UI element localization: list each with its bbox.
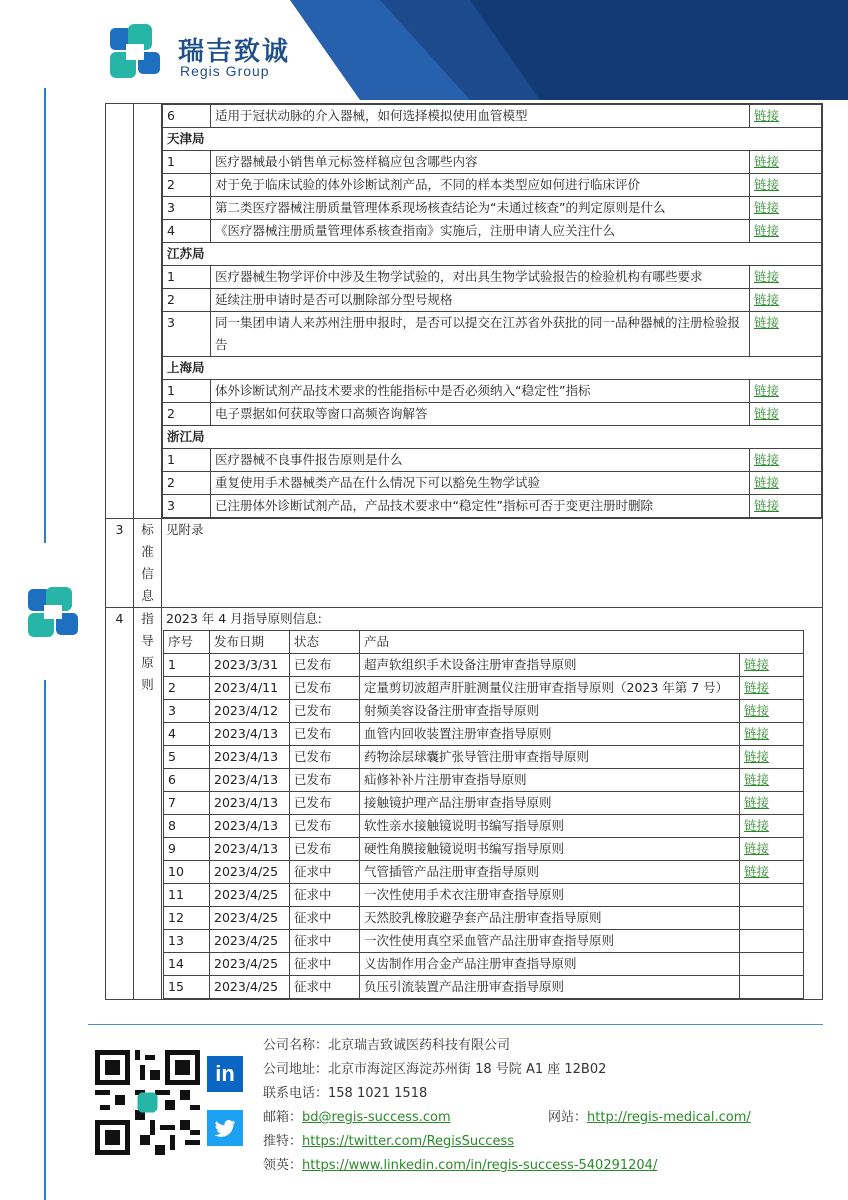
left-rule-bottom	[44, 680, 46, 1200]
qa-number: 3	[163, 312, 211, 357]
detail-link[interactable]: 链接	[754, 154, 780, 169]
guideline-date: 2023/4/13	[210, 815, 290, 838]
guideline-row	[164, 792, 804, 815]
label-char: 则	[141, 677, 154, 692]
row-4	[106, 608, 823, 1000]
guideline-link-cell	[740, 792, 804, 815]
qa-row	[163, 495, 822, 518]
qa-number: 3	[163, 197, 211, 220]
qa-table	[162, 104, 822, 518]
guideline-status: 征求中	[290, 861, 360, 884]
qa-link-cell	[750, 449, 822, 472]
bureau-heading-row	[163, 426, 822, 449]
footer-address: 公司地址：北京市海淀区海淀苏州街 18 号院 A1 座 12B02	[263, 1062, 607, 1077]
guideline-row	[164, 930, 804, 953]
side-logo-icon	[26, 585, 82, 641]
guideline-date: 2023/4/25	[210, 884, 290, 907]
qa-number: 3	[163, 495, 211, 518]
detail-link[interactable]: 链接	[754, 269, 780, 284]
guideline-product: 血管内回收装置注册审查指导原则	[360, 723, 740, 746]
guideline-link-cell	[740, 677, 804, 700]
qa-question: 对于免于临床试验的体外诊断试剂产品，不同的样本类型应如何进行临床评价	[211, 174, 750, 197]
guideline-date: 2023/4/25	[210, 953, 290, 976]
qa-question: 医疗器械最小销售单元标签样稿应包含哪些内容	[211, 151, 750, 174]
guideline-status: 征求中	[290, 907, 360, 930]
guideline-product: 药物涂层球囊扩张导管注册审查指导原则	[360, 746, 740, 769]
guideline-date: 2023/4/13	[210, 769, 290, 792]
detail-link[interactable]: 链接	[744, 818, 770, 833]
qa-row	[163, 312, 822, 357]
qa-question: 延续注册申请时是否可以删除部分型号规格	[211, 289, 750, 312]
detail-link[interactable]: 链接	[754, 292, 780, 307]
bureau-heading: 上海局	[163, 357, 822, 380]
guideline-status: 已发布	[290, 838, 360, 861]
detail-link[interactable]: 链接	[754, 498, 780, 513]
guideline-row	[164, 976, 804, 999]
guideline-product: 疝修补补片注册审查指导原则	[360, 769, 740, 792]
guideline-product: 软性亲水接触镜说明书编写指导原则	[360, 815, 740, 838]
guideline-product: 负压引流装置产品注册审查指导原则	[360, 976, 740, 999]
header-cell: 状态	[290, 631, 360, 654]
company-name-cn: 瑞吉致诚	[178, 37, 291, 67]
detail-link[interactable]: 链接	[744, 841, 770, 856]
detail-link[interactable]: 链接	[744, 864, 770, 879]
guideline-status: 征求中	[290, 976, 360, 999]
guideline-status: 已发布	[290, 723, 360, 746]
guideline-number: 12	[164, 907, 210, 930]
guideline-status: 已发布	[290, 746, 360, 769]
qa-row	[163, 380, 822, 403]
detail-link[interactable]: 链接	[744, 657, 770, 672]
bureau-heading: 天津局	[163, 128, 822, 151]
detail-link[interactable]: 链接	[754, 200, 780, 215]
qa-number: 2	[163, 403, 211, 426]
email-label: 邮箱：	[263, 1110, 303, 1125]
guideline-link-cell	[740, 953, 804, 976]
footer-email-row	[263, 1106, 451, 1125]
qa-row	[163, 151, 822, 174]
detail-link[interactable]: 链接	[754, 315, 780, 330]
qa-number: 1	[163, 449, 211, 472]
guideline-number: 9	[164, 838, 210, 861]
guideline-date: 2023/4/13	[210, 838, 290, 861]
guideline-row	[164, 838, 804, 861]
guideline-intro: 2023 年 4 月指导原则信息:	[166, 611, 322, 626]
guideline-link-cell	[740, 930, 804, 953]
qa-row	[163, 197, 822, 220]
guideline-number: 13	[164, 930, 210, 953]
guideline-number: 3	[164, 700, 210, 723]
qa-row	[163, 174, 822, 197]
guideline-number: 2	[164, 677, 210, 700]
label-char: 信	[141, 566, 154, 581]
guideline-row	[164, 723, 804, 746]
guideline-date: 2023/3/31	[210, 654, 290, 677]
guideline-status: 已发布	[290, 700, 360, 723]
guideline-row	[164, 654, 804, 677]
bureau-heading: 江苏局	[163, 243, 822, 266]
guideline-number: 5	[164, 746, 210, 769]
qa-link-cell	[750, 174, 822, 197]
label-char: 准	[141, 544, 154, 559]
guideline-status: 征求中	[290, 953, 360, 976]
guideline-link-cell	[740, 976, 804, 999]
standards-info: 见附录	[162, 519, 823, 608]
guideline-product: 硬性角膜接触镜说明书编写指导原则	[360, 838, 740, 861]
guideline-status: 已发布	[290, 792, 360, 815]
row-number: 4	[106, 608, 134, 1000]
qa-number: 1	[163, 151, 211, 174]
guideline-date: 2023/4/13	[210, 723, 290, 746]
email-link[interactable]: bd@regis-success.com	[302, 1110, 451, 1125]
guideline-product: 超声软组织手术设备注册审查指导原则	[360, 654, 740, 677]
guideline-number: 11	[164, 884, 210, 907]
footer-twitter-row	[263, 1130, 514, 1149]
qa-row	[163, 105, 822, 128]
guideline-link-cell	[740, 654, 804, 677]
guideline-number: 10	[164, 861, 210, 884]
qa-link-cell	[750, 197, 822, 220]
qa-link-cell	[750, 266, 822, 289]
qa-number: 4	[163, 220, 211, 243]
guideline-product: 气管插管产品注册审查指导原则	[360, 861, 740, 884]
web-link[interactable]: http://regis-medical.com/	[587, 1110, 751, 1125]
guideline-link-cell	[740, 815, 804, 838]
qa-question: 同一集团申请人来苏州注册申报时，是否可以提交在江苏省外获批的同一品种器械的注册检验报告	[211, 312, 750, 357]
guideline-status: 已发布	[290, 677, 360, 700]
guideline-row	[164, 746, 804, 769]
detail-link[interactable]: 链接	[754, 108, 780, 123]
guideline-row	[164, 907, 804, 930]
label-char: 息	[141, 588, 154, 603]
bureau-heading-row	[163, 128, 822, 151]
guideline-status: 已发布	[290, 654, 360, 677]
qa-number: 2	[163, 289, 211, 312]
qa-link-cell	[750, 495, 822, 518]
row-number: 3	[106, 519, 134, 608]
guideline-row	[164, 815, 804, 838]
label-char: 原	[141, 655, 154, 670]
qa-row	[163, 289, 822, 312]
qa-link-cell	[750, 472, 822, 495]
detail-link[interactable]: 链接	[754, 383, 780, 398]
qa-number: 2	[163, 472, 211, 495]
detail-link[interactable]: 链接	[754, 177, 780, 192]
guideline-date: 2023/4/25	[210, 907, 290, 930]
detail-link[interactable]: 链接	[754, 223, 780, 238]
qa-number: 1	[163, 380, 211, 403]
qa-question: 医疗器械生物学评价中涉及生物学试验的，对出具生物学试验报告的检验机构有哪些要求	[211, 266, 750, 289]
company-name-en: Regis Group	[180, 63, 270, 79]
guideline-date: 2023/4/11	[210, 677, 290, 700]
row-label	[134, 608, 162, 1000]
guideline-number: 7	[164, 792, 210, 815]
qa-link-cell	[750, 220, 822, 243]
guideline-date: 2023/4/25	[210, 861, 290, 884]
footer-company: 公司名称：北京瑞吉致诚医药科技有限公司	[263, 1038, 511, 1053]
row-3	[106, 519, 823, 608]
guideline-row	[164, 861, 804, 884]
guideline-link-cell	[740, 884, 804, 907]
linkedin-link[interactable]: https://www.linkedin.com/in/regis-success-540291204/	[302, 1158, 658, 1173]
guideline-header-row	[164, 631, 804, 654]
bureau-heading: 浙江局	[163, 426, 822, 449]
guideline-product: 射频美容设备注册审查指导原则	[360, 700, 740, 723]
linkedin-icon[interactable]: in	[207, 1056, 243, 1092]
guideline-link-cell	[740, 723, 804, 746]
footer-phone: 联系电话：158 1021 1518	[263, 1086, 428, 1101]
header-cell: 产品	[360, 631, 804, 654]
detail-link[interactable]: 链接	[744, 772, 770, 787]
qa-number: 1	[163, 266, 211, 289]
guideline-row	[164, 677, 804, 700]
label-char: 导	[141, 633, 154, 648]
guideline-link-cell	[740, 700, 804, 723]
guideline-number: 8	[164, 815, 210, 838]
qa-row	[163, 449, 822, 472]
guideline-number: 1	[164, 654, 210, 677]
guideline-row	[164, 769, 804, 792]
detail-link[interactable]: 链接	[744, 795, 770, 810]
qa-question: 医疗器械不良事件报告原则是什么	[211, 449, 750, 472]
qa-number: 6	[163, 105, 211, 128]
footer-linkedin-row	[263, 1154, 657, 1173]
guideline-table	[163, 630, 804, 999]
label-char: 指	[141, 611, 154, 626]
header-cell: 序号	[164, 631, 210, 654]
footer-divider	[88, 1024, 823, 1025]
qa-number: 2	[163, 174, 211, 197]
bureau-heading-row	[163, 243, 822, 266]
main-table	[105, 103, 823, 1000]
guideline-number: 6	[164, 769, 210, 792]
twitter-link[interactable]: https://twitter.com/RegisSuccess	[302, 1134, 514, 1149]
label-char: 标	[141, 522, 154, 537]
qa-question: 已注册体外诊断试剂产品，产品技术要求中“稳定性”指标可否于变更注册时删除	[211, 495, 750, 518]
guideline-date: 2023/4/13	[210, 746, 290, 769]
guideline-product: 一次性使用手术衣注册审查指导原则	[360, 884, 740, 907]
guideline-row	[164, 953, 804, 976]
twitter-label: 推特：	[263, 1134, 303, 1149]
qa-question: 电子票据如何获取等窗口高频咨询解答	[211, 403, 750, 426]
qa-link-cell	[750, 403, 822, 426]
qa-question: 《医疗器械注册质量管理体系核查指南》实施后，注册申请人应关注什么	[211, 220, 750, 243]
guideline-date: 2023/4/12	[210, 700, 290, 723]
qa-link-cell	[750, 289, 822, 312]
left-rule-top	[44, 88, 46, 543]
detail-link[interactable]: 链接	[744, 749, 770, 764]
detail-link[interactable]: 链接	[754, 475, 780, 490]
guideline-product: 定量剪切波超声肝脏测量仪注册审查指导原则（2023 年第 7 号）	[360, 677, 740, 700]
row-label	[134, 519, 162, 608]
qa-link-cell	[750, 151, 822, 174]
guideline-status: 已发布	[290, 815, 360, 838]
guideline-date: 2023/4/13	[210, 792, 290, 815]
guideline-link-cell	[740, 769, 804, 792]
bureau-heading-row	[163, 357, 822, 380]
detail-link[interactable]: 链接	[744, 726, 770, 741]
qa-row	[163, 220, 822, 243]
web-label: 网站：	[548, 1110, 588, 1125]
guideline-link-cell	[740, 861, 804, 884]
row-2	[106, 104, 823, 519]
twitter-icon[interactable]	[207, 1110, 243, 1146]
detail-link[interactable]: 链接	[754, 406, 780, 421]
qa-row	[163, 266, 822, 289]
qa-question: 体外诊断试剂产品技术要求的性能指标中是否必须纳入“稳定性”指标	[211, 380, 750, 403]
guideline-product: 接触镜护理产品注册审查指导原则	[360, 792, 740, 815]
guideline-link-cell	[740, 838, 804, 861]
footer-web-row	[548, 1106, 751, 1125]
guideline-product: 义齿制作用合金产品注册审查指导原则	[360, 953, 740, 976]
header-cell: 发布日期	[210, 631, 290, 654]
qa-question: 重复使用手术器械类产品在什么情况下可以豁免生物学试验	[211, 472, 750, 495]
guideline-number: 14	[164, 953, 210, 976]
qa-question: 适用于冠状动脉的介入器械，如何选择模拟使用血管模型	[211, 105, 750, 128]
qa-link-cell	[750, 312, 822, 357]
qr-code-icon	[95, 1050, 200, 1155]
guideline-number: 15	[164, 976, 210, 999]
qa-row	[163, 472, 822, 495]
guideline-date: 2023/4/25	[210, 976, 290, 999]
qa-row	[163, 403, 822, 426]
guideline-status: 已发布	[290, 769, 360, 792]
linkedin-label: 领英：	[263, 1158, 303, 1173]
detail-link[interactable]: 链接	[754, 452, 780, 467]
guideline-status: 征求中	[290, 884, 360, 907]
guideline-link-cell	[740, 907, 804, 930]
guideline-product: 一次性使用真空采血管产品注册审查指导原则	[360, 930, 740, 953]
guideline-row	[164, 884, 804, 907]
qa-link-cell	[750, 105, 822, 128]
guideline-date: 2023/4/25	[210, 930, 290, 953]
guideline-number: 4	[164, 723, 210, 746]
detail-link[interactable]: 链接	[744, 703, 770, 718]
qa-question: 第二类医疗器械注册质量管理体系现场核查结论为“未通过核查”的判定原则是什么	[211, 197, 750, 220]
guideline-row	[164, 700, 804, 723]
detail-link[interactable]: 链接	[744, 680, 770, 695]
guideline-status: 征求中	[290, 930, 360, 953]
qa-link-cell	[750, 380, 822, 403]
guideline-product: 天然胶乳橡胶避孕套产品注册审查指导原则	[360, 907, 740, 930]
guideline-link-cell	[740, 746, 804, 769]
